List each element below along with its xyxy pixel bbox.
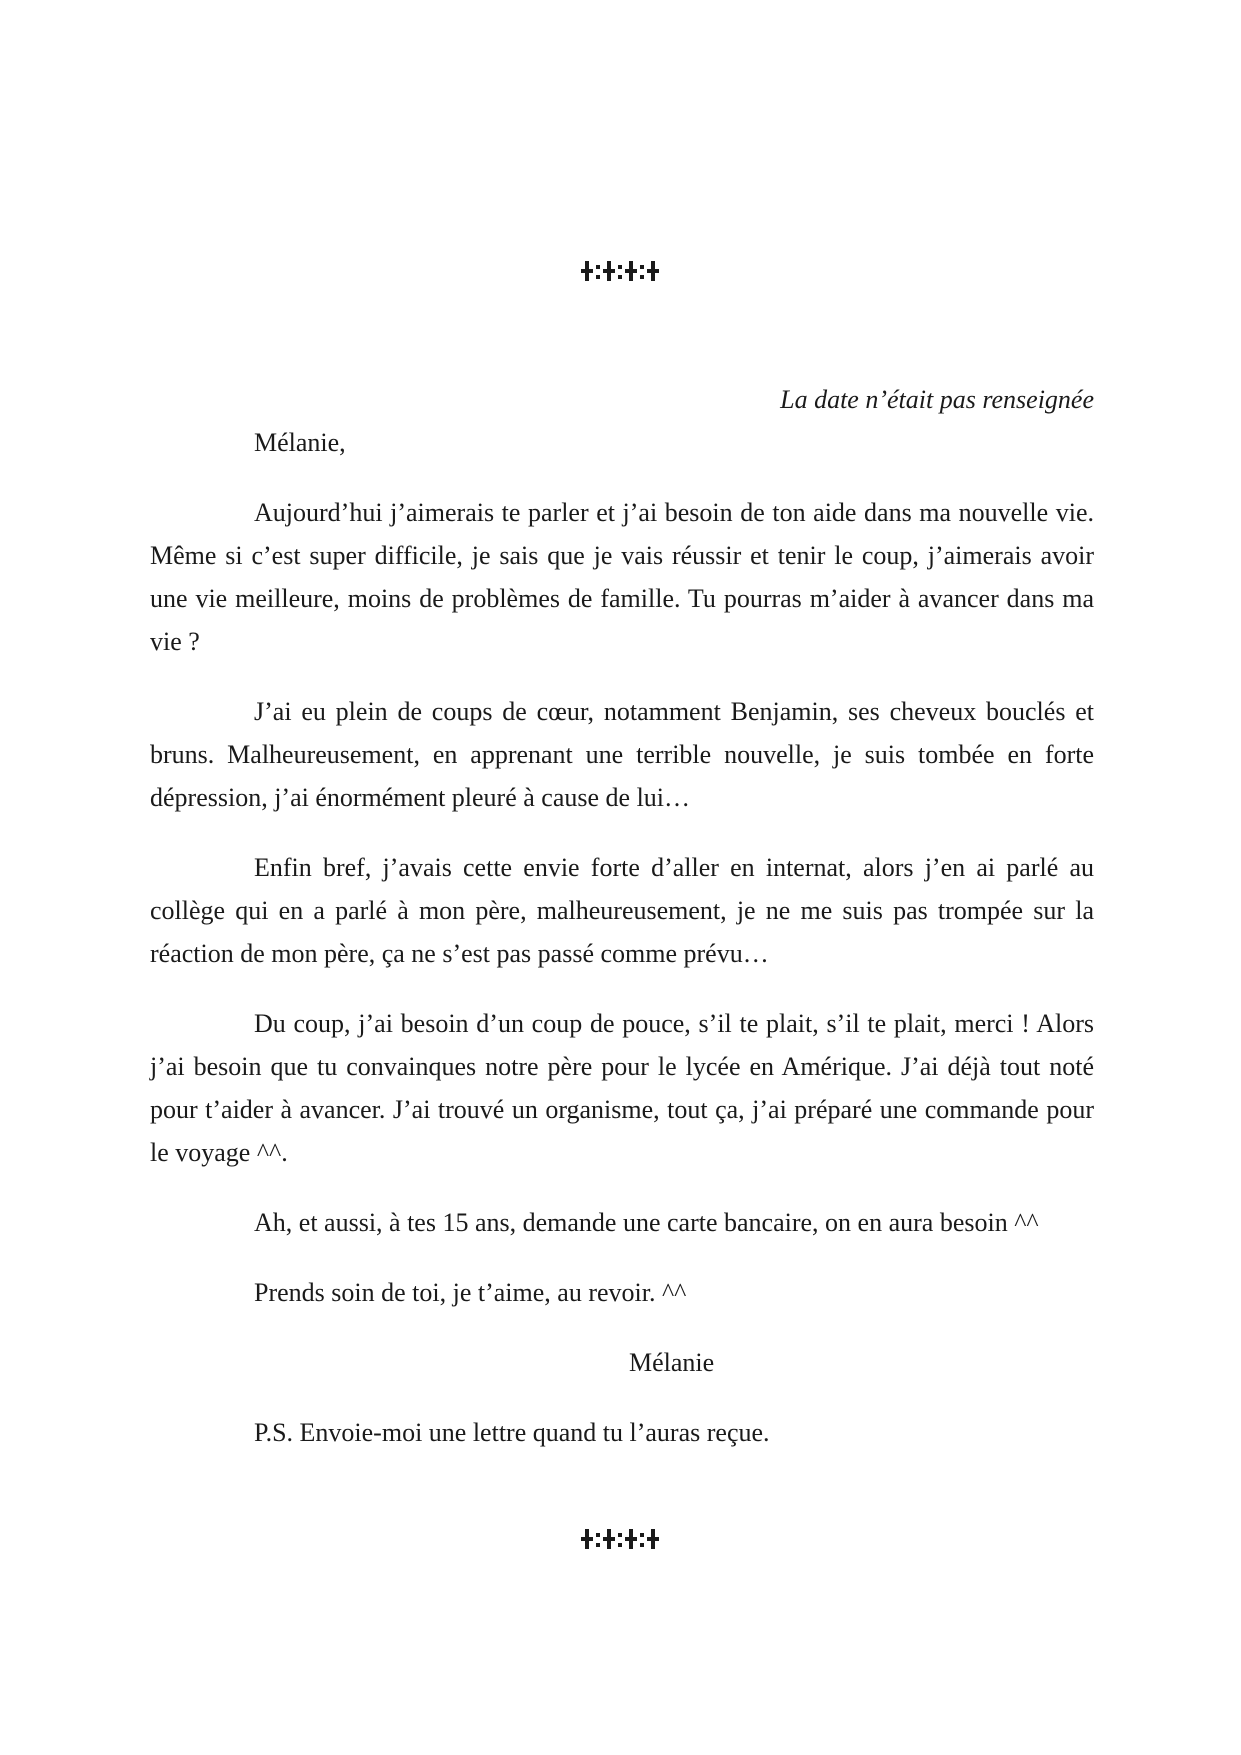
ornament-bottom xyxy=(0,1525,1241,1553)
closing-line: Prends soin de toi, je t’aime, au revoir. ^^ xyxy=(254,1278,687,1307)
date-note: La date n’était pas renseignée xyxy=(780,385,1094,414)
paragraph-2: J’ai eu plein de coups de cœur, notamment Benjamin, ses cheveux bouclés et bruns. Malheureusement, en apprenant une terrible nouvelle, je suis tombée en forte dépression, j’ai énormément pleuré à cause de lui… xyxy=(150,697,1094,812)
bank-card-line: Ah, et aussi, à tes 15 ans, demande une carte bancaire, on en aura besoin ^^ xyxy=(254,1208,1039,1237)
postscript: P.S. Envoie-moi une lettre quand tu l’auras reçue. xyxy=(254,1418,770,1447)
paragraph-1: Aujourd’hui j’aimerais te parler et j’ai besoin de ton aide dans ma nouvelle vie. Même si c’est super difficile, je sais que je vais réussir et tenir le coup, j’aimerais avoir une vie meilleure, moins de problèmes de famille. Tu pourras m’aider à avancer dans ma vie ? xyxy=(150,498,1094,656)
paragraph-3: Enfin bref, j’avais cette envie forte d’aller en internat, alors j’en ai parlé au collège qui en a parlé à mon père, malheureusement, je ne me suis pas trompée sur la réaction de mon père, ça ne s’est pas passé comme prévu… xyxy=(150,853,1094,968)
letter-body xyxy=(150,378,1094,1481)
salutation: Mélanie, xyxy=(254,428,346,457)
paragraph-4: Du coup, j’ai besoin d’un coup de pouce, s’il te plait, s’il te plait, merci ! Alors j’ai besoin que tu convainques notre père pour le lycée en Amérique. J’ai déjà tout noté pour t’aider à avancer. J’ai trouvé un organisme, tout ça, j’ai préparé une commande pour le voyage ^^. xyxy=(150,1009,1094,1167)
signature: Mélanie xyxy=(629,1348,715,1377)
ornament-top xyxy=(0,257,1241,285)
ornament-divider-icon xyxy=(581,257,661,285)
ornament-divider-icon xyxy=(581,1525,661,1553)
